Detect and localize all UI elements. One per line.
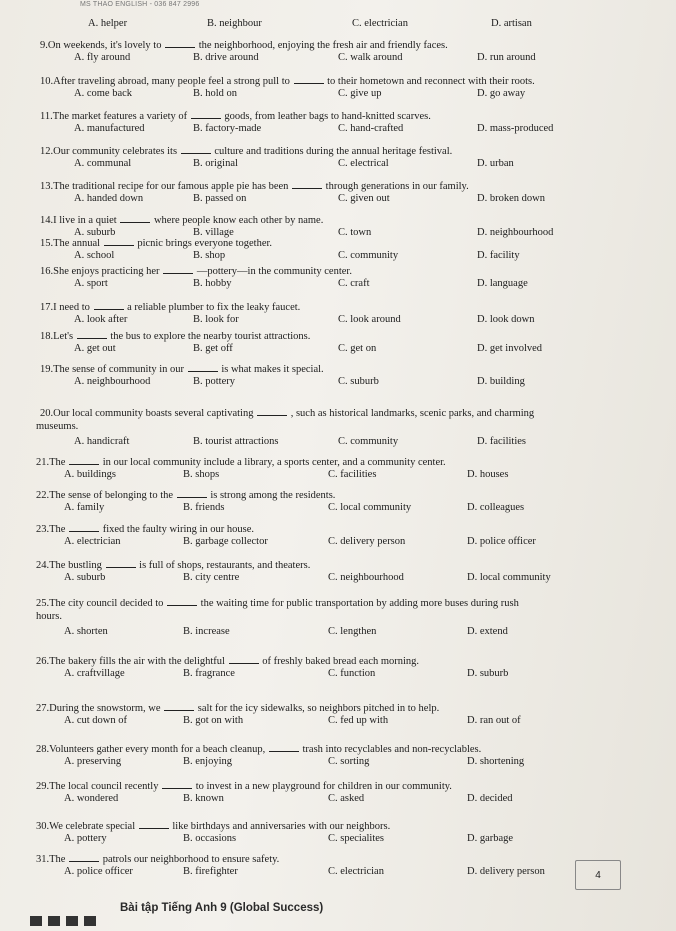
answer-option[interactable]: A. family: [64, 502, 105, 513]
answer-option[interactable]: A. electrician: [64, 536, 121, 547]
question-number: 22.: [36, 490, 50, 501]
answer-option[interactable]: A. buildings: [64, 469, 116, 480]
answer-option[interactable]: B. increase: [183, 626, 230, 637]
answer-option[interactable]: B. look for: [193, 314, 239, 325]
stem-text-before: The city council decided to: [49, 598, 167, 609]
answer-blank[interactable]: [164, 702, 194, 711]
answer-option[interactable]: B. original: [193, 158, 238, 169]
answer-option[interactable]: D. neighbourhood: [477, 227, 554, 238]
answer-blank[interactable]: [139, 820, 169, 829]
answer-option[interactable]: D. look down: [477, 314, 535, 325]
answer-option[interactable]: A. cut down of: [64, 715, 127, 726]
question-stem: [40, 214, 323, 227]
stem-text-after: to their hometown and reconnect with their roots.: [324, 76, 535, 87]
stem-text-before: She enjoys practicing her: [53, 266, 163, 277]
stem-text-before: Let's: [53, 331, 76, 342]
question-stem: [40, 330, 310, 343]
answer-option[interactable]: B. firefighter: [183, 866, 238, 877]
stem-text-after: is what makes it special.: [218, 364, 324, 375]
answer-option[interactable]: C. function: [328, 668, 376, 679]
answer-option[interactable]: A. helper: [88, 18, 128, 29]
question-number: 19.: [40, 364, 54, 375]
answer-option[interactable]: A. suburb: [74, 227, 116, 238]
answer-option[interactable]: D. get involved: [477, 343, 543, 354]
answer-option[interactable]: D. urban: [477, 158, 514, 169]
question-number: 26.: [36, 656, 50, 667]
answer-option[interactable]: A. handicraft: [74, 436, 130, 447]
answer-option[interactable]: B. garbage collector: [183, 536, 268, 547]
answer-option[interactable]: C. craft: [338, 278, 370, 289]
answer-blank[interactable]: [269, 743, 299, 752]
stem-text-before: On weekends, it's lovely to: [47, 40, 165, 51]
answer-option[interactable]: C. specialites: [328, 833, 384, 844]
answer-option[interactable]: D. run around: [477, 52, 536, 63]
answer-option[interactable]: B. shops: [183, 469, 220, 480]
stem-text-before: I live in a quiet: [53, 215, 120, 226]
answer-option[interactable]: C. give up: [338, 88, 382, 99]
answer-option[interactable]: B. pottery: [193, 376, 235, 387]
stem-text-after: —pottery—in the community center.: [194, 266, 352, 277]
answer-option[interactable]: B. city centre: [183, 572, 240, 583]
answer-option[interactable]: B. shop: [193, 250, 226, 261]
answer-blank[interactable]: [167, 597, 197, 606]
question-number: 12.: [40, 146, 54, 157]
answer-option[interactable]: A. school: [74, 250, 115, 261]
answer-option[interactable]: D. go away: [477, 88, 526, 99]
question-number: 11.: [40, 111, 53, 122]
answer-option[interactable]: C. facilities: [328, 469, 377, 480]
question-number: 16.: [40, 266, 54, 277]
answer-option[interactable]: C. walk around: [338, 52, 403, 63]
answer-option[interactable]: C. get on: [338, 343, 377, 354]
question-stem: [36, 780, 452, 793]
question-stem: [36, 853, 279, 866]
stem-text-before: During the snowstorm, we: [49, 703, 164, 714]
answer-option[interactable]: D. broken down: [477, 193, 545, 204]
question-number: 9.: [40, 40, 48, 51]
answer-option[interactable]: D. police officer: [467, 536, 536, 547]
stem-continuation: museums.: [36, 421, 79, 432]
question-stem: [40, 145, 452, 158]
answer-option[interactable]: B. known: [183, 793, 224, 804]
stem-text-after: the bus to explore the nearby tourist attractions.: [107, 331, 311, 342]
question-stem: [36, 655, 419, 668]
answer-option[interactable]: C. electrician: [352, 18, 408, 29]
stem-text-after: through generations in our family.: [323, 181, 469, 192]
question-number: 25.: [36, 598, 50, 609]
answer-option[interactable]: D. decided: [467, 793, 513, 804]
answer-option[interactable]: A. look after: [74, 314, 128, 325]
answer-blank[interactable]: [229, 655, 259, 664]
stem-continuation: hours.: [36, 611, 62, 622]
question-number: 13.: [40, 181, 54, 192]
stem-text-after: culture and traditions during the annual heritage festival.: [211, 146, 453, 157]
question-number: 24.: [36, 560, 50, 571]
answer-option[interactable]: D. suburb: [467, 668, 509, 679]
answer-option[interactable]: A. handed down: [74, 193, 144, 204]
answer-blank[interactable]: [94, 301, 124, 310]
answer-option[interactable]: B. factory-made: [193, 123, 262, 134]
answer-option[interactable]: A. come back: [74, 88, 133, 99]
answer-blank[interactable]: [77, 330, 107, 339]
stem-text-after: is full of shops, restaurants, and theaters.: [136, 560, 311, 571]
question-number: 20.: [40, 408, 54, 419]
answer-option[interactable]: A. sport: [74, 278, 108, 289]
question-number: 18.: [40, 331, 54, 342]
answer-option[interactable]: D. mass-produced: [477, 123, 554, 134]
question-stem: [36, 489, 335, 502]
question-stem: [40, 301, 300, 314]
stem-text-after: patrols our neighborhood to ensure safety.: [100, 854, 280, 865]
question-stem: [36, 559, 310, 572]
answer-option[interactable]: B. hold on: [193, 88, 238, 99]
answer-option[interactable]: D. garbage: [467, 833, 514, 844]
question-number: 21.: [36, 457, 50, 468]
stem-text-before: The sense of community in our: [53, 364, 187, 375]
question-stem: [40, 39, 448, 52]
answer-blank[interactable]: [106, 559, 136, 568]
stem-text-before: The: [49, 524, 69, 535]
question-number: 31.: [36, 854, 50, 865]
stem-text-before: The sense of belonging to the: [49, 490, 176, 501]
answer-option[interactable]: C. lengthen: [328, 626, 377, 637]
answer-option[interactable]: B. friends: [183, 502, 225, 513]
answer-option[interactable]: C. asked: [328, 793, 365, 804]
book-title: Bài tập Tiếng Anh 9 (Global Success): [120, 902, 324, 914]
question-stem: [36, 702, 439, 715]
answer-option[interactable]: B. neighbour: [207, 18, 262, 29]
question-stem: [36, 523, 254, 536]
answer-option[interactable]: D. houses: [467, 469, 509, 480]
answer-blank[interactable]: [165, 39, 195, 48]
answer-blank[interactable]: [120, 214, 150, 223]
answer-option[interactable]: C. electrical: [338, 158, 389, 169]
stem-text-after: goods, from leather bags to hand-knitted scarves.: [221, 111, 431, 122]
answer-blank[interactable]: [104, 237, 134, 246]
answer-option[interactable]: B. fragrance: [183, 668, 235, 679]
question-number: 29.: [36, 781, 50, 792]
answer-option[interactable]: A. wondered: [64, 793, 119, 804]
stem-text-before: The: [49, 854, 69, 865]
question-stem: [40, 407, 534, 420]
answer-option[interactable]: D. delivery person: [467, 866, 545, 877]
answer-option[interactable]: C. local community: [328, 502, 412, 513]
stem-text-before: The: [49, 457, 69, 468]
stem-text-after: , such as historical landmarks, scenic parks, and charming: [288, 408, 535, 419]
stem-text-after: salt for the icy sidewalks, so neighbors pitched in to help.: [195, 703, 440, 714]
answer-option[interactable]: A. fly around: [74, 52, 131, 63]
answer-option[interactable]: D. extend: [467, 626, 508, 637]
answer-option[interactable]: A. shorten: [64, 626, 108, 637]
question-number: 30.: [36, 821, 50, 832]
stem-text-before: The local council recently: [49, 781, 162, 792]
answer-option[interactable]: C. electrician: [328, 866, 384, 877]
answer-option[interactable]: B. village: [193, 227, 234, 238]
question-stem: [40, 265, 352, 278]
stem-text-before: The market features a variety of: [52, 111, 190, 122]
answer-option[interactable]: C. community: [338, 250, 399, 261]
stem-text-after: picnic brings everyone together.: [134, 238, 273, 249]
answer-option[interactable]: C. fed up with: [328, 715, 389, 726]
stem-text-after: the waiting time for public transportation by adding more buses during rush: [198, 598, 519, 609]
answer-blank[interactable]: [69, 456, 99, 465]
answer-option[interactable]: D. colleagues: [467, 502, 525, 513]
question-stem: [40, 110, 431, 123]
footer-decoration: [30, 916, 100, 926]
stem-text-before: The traditional recipe for our famous apple pie has been: [53, 181, 292, 192]
stem-text-after: the neighborhood, enjoying the fresh air and friendly faces.: [196, 40, 448, 51]
answer-option[interactable]: C. look around: [338, 314, 401, 325]
stem-text-before: We celebrate special: [49, 821, 138, 832]
answer-option[interactable]: D. facilities: [477, 436, 526, 447]
answer-option[interactable]: D. language: [477, 278, 528, 289]
answer-option[interactable]: B. enjoying: [183, 756, 232, 767]
answer-option[interactable]: C. suburb: [338, 376, 379, 387]
answer-blank[interactable]: [177, 489, 207, 498]
answer-blank[interactable]: [292, 180, 322, 189]
question-number: 14.: [40, 215, 54, 226]
answer-option[interactable]: A. suburb: [64, 572, 106, 583]
question-stem: [36, 597, 519, 610]
stem-text-after: of freshly baked bread each morning.: [259, 656, 420, 667]
stem-text-after: to invest in a new playground for children in our community.: [193, 781, 452, 792]
answer-option[interactable]: A. police officer: [64, 866, 133, 877]
answer-blank[interactable]: [191, 110, 221, 119]
question-number: 17.: [40, 302, 54, 313]
question-number: 28.: [36, 744, 50, 755]
answer-option[interactable]: D. local community: [467, 572, 551, 583]
question-number: 10.: [40, 76, 54, 87]
answer-option[interactable]: A. communal: [74, 158, 132, 169]
question-stem: [40, 75, 535, 88]
question-stem: [40, 237, 272, 250]
answer-option[interactable]: D. shortening: [467, 756, 525, 767]
answer-option[interactable]: B. tourist attractions: [193, 436, 279, 447]
page-number: 4: [575, 860, 621, 890]
question-stem: [36, 743, 481, 756]
answer-blank[interactable]: [69, 853, 99, 862]
stem-text-after: a reliable plumber to fix the leaky faucet.: [124, 302, 301, 313]
stem-text-before: Our community celebrates its: [53, 146, 180, 157]
stem-text-before: Our local community boasts several captivating: [53, 408, 257, 419]
answer-option[interactable]: A. pottery: [64, 833, 107, 844]
answer-option[interactable]: C. town: [338, 227, 372, 238]
question-number: 15.: [40, 238, 54, 249]
stem-text-after: where people know each other by name.: [151, 215, 324, 226]
answer-option[interactable]: A. craftvillage: [64, 668, 125, 679]
question-stem: [40, 363, 324, 376]
answer-option[interactable]: D. artisan: [491, 18, 532, 29]
page-header: MS THAO ENGLISH - 036 847 2996: [80, 1, 200, 8]
question-number: 23.: [36, 524, 50, 535]
question-stem: [36, 820, 390, 833]
answer-option[interactable]: B. hobby: [193, 278, 232, 289]
answer-blank[interactable]: [181, 145, 211, 154]
answer-option[interactable]: C. delivery person: [328, 536, 406, 547]
answer-option[interactable]: A. neighbourhood: [74, 376, 151, 387]
question-stem: [40, 180, 469, 193]
stem-text-before: Volunteers gather every month for a beach cleanup,: [49, 744, 268, 755]
answer-option[interactable]: C. sorting: [328, 756, 370, 767]
answer-option[interactable]: B. got on with: [183, 715, 244, 726]
stem-text-before: The annual: [53, 238, 103, 249]
answer-option[interactable]: C. community: [338, 436, 399, 447]
answer-blank[interactable]: [294, 75, 324, 84]
answer-option[interactable]: D. building: [477, 376, 525, 387]
answer-option[interactable]: B. passed on: [193, 193, 247, 204]
question-number: 27.: [36, 703, 50, 714]
answer-option[interactable]: C. neighbourhood: [328, 572, 404, 583]
answer-option[interactable]: D. ran out of: [467, 715, 521, 726]
stem-text-after: like birthdays and anniversaries with our neighbors.: [169, 821, 391, 832]
answer-option[interactable]: A. manufactured: [74, 123, 145, 134]
answer-option[interactable]: C. hand-crafted: [338, 123, 404, 134]
answer-option[interactable]: B. drive around: [193, 52, 259, 63]
stem-text-before: After traveling abroad, many people feel a strong pull to: [53, 76, 293, 87]
answer-blank[interactable]: [163, 265, 193, 274]
stem-text-before: The bustling: [49, 560, 105, 571]
answer-blank[interactable]: [188, 363, 218, 372]
stem-text-after: trash into recyclables and non-recyclables.: [299, 744, 482, 755]
question-stem: [36, 456, 446, 469]
answer-option[interactable]: B. occasions: [183, 833, 237, 844]
answer-option[interactable]: A. preserving: [64, 756, 122, 767]
stem-text-before: I need to: [53, 302, 93, 313]
answer-blank[interactable]: [162, 780, 192, 789]
stem-text-after: in our local community include a library, a sports center, and a community center.: [100, 457, 446, 468]
answer-option[interactable]: C. given out: [338, 193, 390, 204]
stem-text-after: fixed the faulty wiring in our house.: [100, 524, 255, 535]
answer-blank[interactable]: [257, 407, 287, 416]
stem-text-after: is strong among the residents.: [207, 490, 336, 501]
answer-option[interactable]: D. facility: [477, 250, 520, 261]
answer-blank[interactable]: [69, 523, 99, 532]
answer-option[interactable]: B. get off: [193, 343, 233, 354]
answer-option[interactable]: A. get out: [74, 343, 116, 354]
stem-text-before: The bakery fills the air with the delightful: [49, 656, 228, 667]
